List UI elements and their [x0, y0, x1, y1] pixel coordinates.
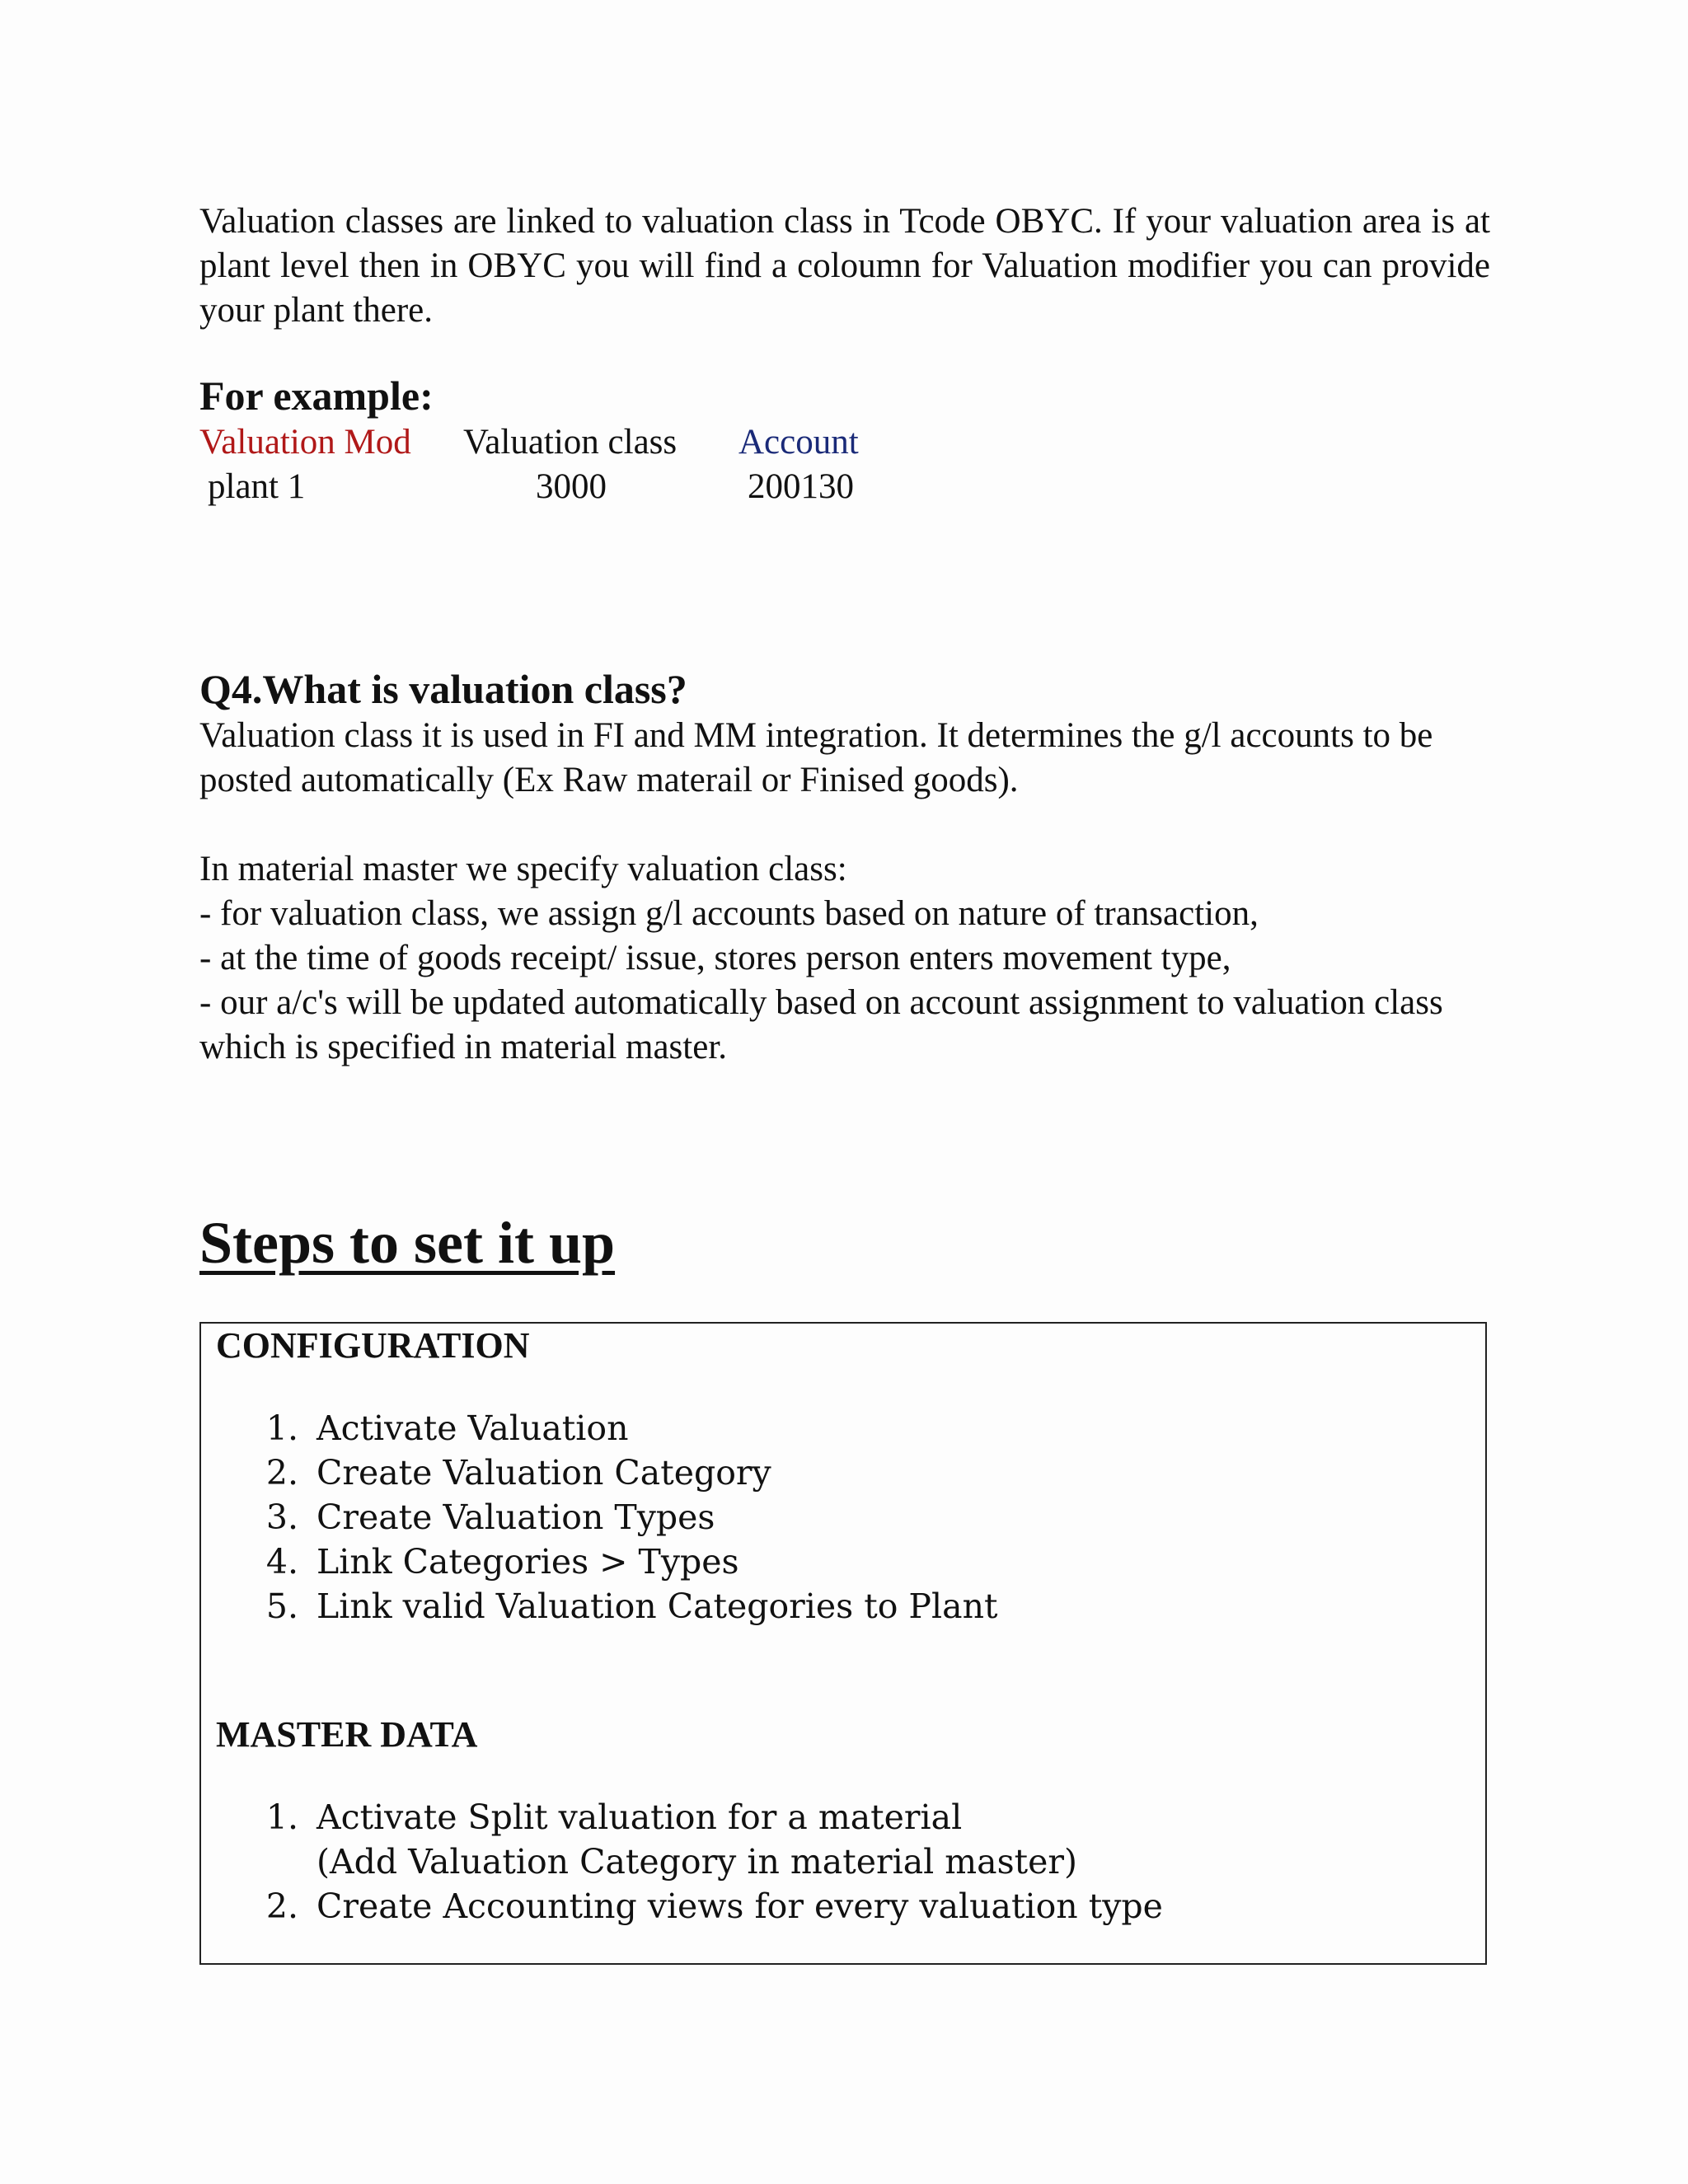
- list-number: 2.: [265, 1453, 298, 1493]
- list-item: [259, 1406, 997, 1451]
- intro-paragraph: Valuation classes are linked to valuation class in Tcode OBYC. If your valuation area is at plant level then in OBYC you will find a coloumn for Valuation modifier you can provide your plant there.: [199, 202, 1490, 330]
- list-text: Create Valuation Category: [316, 1453, 771, 1493]
- q4-line: - our a/c's will be updated automatically based on account assignment to valuation class which is specified in material master.: [199, 983, 1443, 1066]
- example-heading: For example:: [199, 373, 434, 419]
- steps-title: Steps to set it up: [199, 1210, 616, 1276]
- list-subtext: (Add Valuation Category in material master): [316, 1842, 1077, 1882]
- list-text: Activate Split valuation for a material: [316, 1797, 963, 1837]
- q4-list: [199, 847, 1490, 1070]
- list-text: Link valid Valuation Categories to Plant: [316, 1586, 998, 1626]
- q4-heading: Q4.What is valuation class?: [199, 666, 687, 712]
- list-item: [259, 1795, 1163, 1884]
- header-valuation-class: Valuation class: [463, 423, 678, 462]
- configuration-list: [259, 1406, 997, 1629]
- master-data-heading: MASTER DATA: [216, 1714, 478, 1755]
- list-text: Create Accounting views for every valuation type: [316, 1886, 1163, 1926]
- header-valuation-mod: Valuation Mod: [199, 423, 411, 462]
- configuration-heading: CONFIGURATION: [216, 1325, 530, 1366]
- steps-box: [199, 1322, 1487, 1965]
- list-number: 4.: [265, 1542, 298, 1582]
- q4-line: - at the time of goods receipt/ issue, stores person enters movement type,: [199, 939, 1231, 977]
- list-number: 5.: [265, 1586, 298, 1626]
- header-account: Account: [738, 423, 859, 462]
- list-text: Activate Valuation: [316, 1408, 629, 1448]
- list-item: [259, 1495, 997, 1540]
- list-number: 1.: [265, 1797, 298, 1837]
- list-number: 1.: [265, 1408, 298, 1448]
- list-item: [259, 1884, 1163, 1929]
- q4-line: - for valuation class, we assign g/l accounts based on nature of transaction,: [199, 894, 1259, 933]
- list-item: [259, 1451, 997, 1495]
- list-text: Create Valuation Types: [316, 1497, 715, 1537]
- q4-paragraph: Valuation class it is used in FI and MM integration. It determines the g/l accounts to be posted automatically (Ex Raw materail or Finised goods).: [199, 716, 1433, 799]
- q4-line: In material master we specify valuation class:: [199, 850, 847, 888]
- cell-account: 200130: [748, 467, 854, 506]
- list-number: 3.: [265, 1497, 298, 1537]
- list-item: [259, 1540, 997, 1584]
- list-text: Link Categories > Types: [316, 1542, 739, 1582]
- cell-valuation-class: 3000: [536, 467, 607, 506]
- list-item: [259, 1584, 997, 1629]
- list-number: 2.: [265, 1886, 298, 1926]
- cell-valuation-mod: plant 1: [208, 467, 306, 506]
- master-data-list: [259, 1795, 1163, 1929]
